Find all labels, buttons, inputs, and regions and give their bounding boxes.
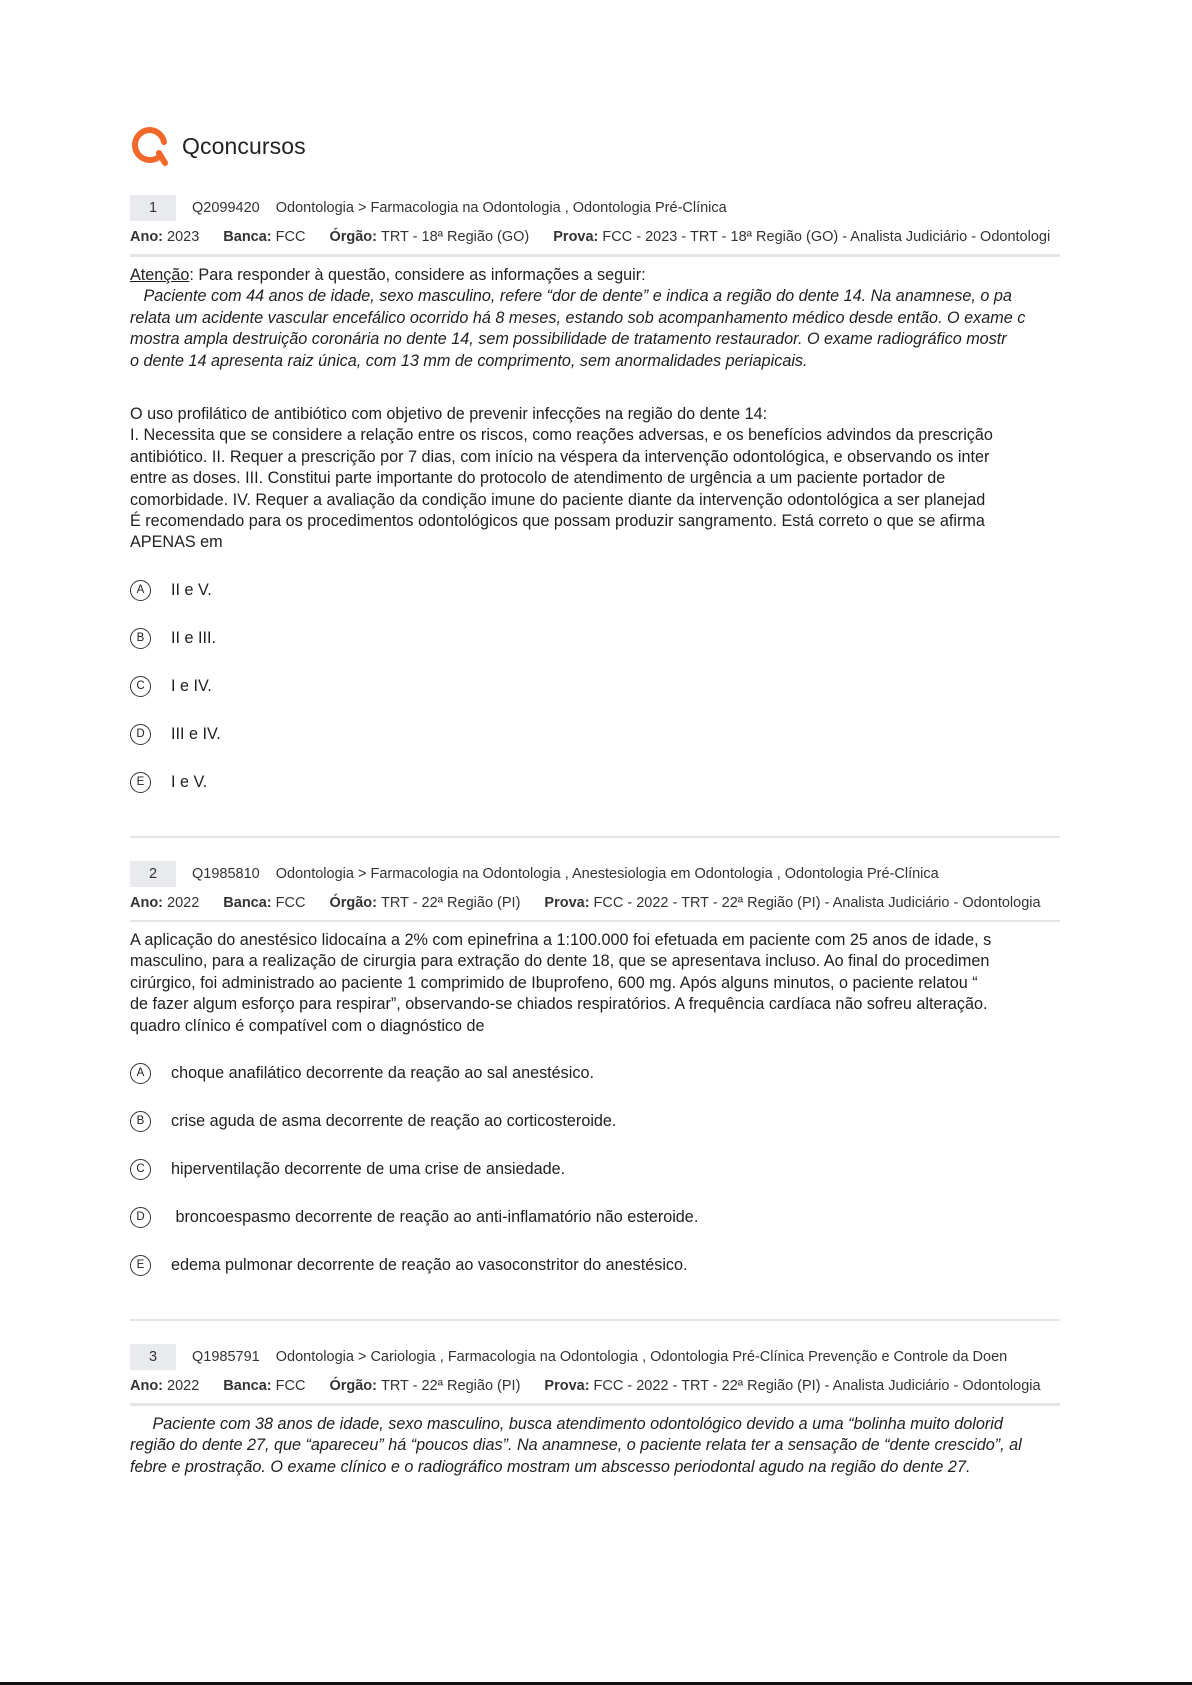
- option-text: III e IV.: [171, 724, 221, 743]
- context-line: região do dente 27, que “apareceu” há “poucos dias”. Na anamnese, o paciente relata ter a sensação de “dente crescido”, al: [130, 1436, 1022, 1455]
- ano-value: 2022: [167, 1378, 200, 1394]
- context-line: mostra ampla destruição coronária no dente 14, sem possibilidade de tratamento restaurador. O exame radiográfico mostr: [130, 330, 1007, 349]
- orgao-value: TRT - 22ª Região (PI): [380, 1378, 521, 1394]
- question-subjects: Odontologia > Farmacologia na Odontologia , Anestesiologia em Odontologia , Odontologia Pré-Clínica: [275, 866, 939, 882]
- prova-label: Prova:: [544, 1378, 590, 1394]
- question-number: 1: [130, 195, 176, 221]
- attention-text: : Para responder à questão, considere as informações a seguir:: [189, 266, 646, 284]
- meta-divider: [130, 254, 1060, 257]
- question-2-meta: [130, 861, 1060, 922]
- option-letter-circle[interactable]: C: [130, 676, 151, 697]
- option-text: choque anafilático decorrente da reação ao sal anestésico.: [171, 1063, 594, 1082]
- statement-line: comorbidade. IV. Requer a avaliação da condição imune do paciente diante da intervenção odontológica a ser planejad: [130, 490, 986, 509]
- banca-value: FCC: [275, 229, 306, 245]
- option-text: crise aguda de asma decorrente de reação ao corticosteroide.: [171, 1111, 617, 1130]
- option-text: edema pulmonar decorrente de reação ao vasoconstritor do anestésico.: [171, 1255, 688, 1274]
- statement-line: de fazer algum esforço para respirar”, observando-se chiados respiratórios. A frequência cardíaca não sofreu alteração.: [130, 995, 988, 1014]
- option-b[interactable]: [130, 1109, 616, 1133]
- question-3-context: [130, 1414, 1052, 1478]
- option-e[interactable]: [130, 770, 207, 794]
- option-a[interactable]: [130, 578, 212, 602]
- prova-label: Prova:: [544, 895, 590, 911]
- ano-label: Ano:: [130, 1378, 164, 1394]
- qconcursos-logo-icon: [130, 126, 170, 166]
- question-subjects: Odontologia > Cariologia , Farmacologia na Odontologia , Odontologia Pré-Clínica Prevenção e Controle da Doen: [275, 1349, 1008, 1365]
- banca-value: FCC: [275, 895, 306, 911]
- option-text: broncoespasmo decorrente de reação ao anti-inflamatório não esteroide.: [171, 1207, 699, 1226]
- prova-value: FCC - 2022 - TRT - 22ª Região (PI) - Analista Judiciário - Odontologia: [593, 1378, 1041, 1394]
- prova-value: FCC - 2023 - TRT - 18ª Região (GO) - Analista Judiciário - Odontologi: [602, 229, 1051, 245]
- brand-name: Qconcursos: [182, 132, 306, 159]
- prova-label: Prova:: [553, 229, 599, 245]
- question-separator: [130, 836, 1060, 838]
- option-letter-circle[interactable]: B: [130, 628, 151, 649]
- question-1-statement: [130, 404, 1052, 554]
- option-letter-circle[interactable]: C: [130, 1159, 151, 1180]
- option-text: II e V.: [171, 580, 212, 599]
- option-c[interactable]: [130, 1157, 565, 1181]
- option-text: hiperventilação decorrente de uma crise de ansiedade.: [171, 1159, 566, 1178]
- question-1-context: [130, 265, 1052, 372]
- statement-line: APENAS em: [130, 533, 223, 552]
- ano-label: Ano:: [130, 229, 164, 245]
- question-id[interactable]: Q1985791: [192, 1349, 260, 1365]
- option-letter-circle[interactable]: A: [130, 580, 151, 601]
- banca-label: Banca:: [223, 229, 272, 245]
- prova-value: FCC - 2022 - TRT - 22ª Região (PI) - Analista Judiciário - Odontologia: [593, 895, 1041, 911]
- context-line: febre e prostração. O exame clínico e o radiográfico mostram um abscesso periodontal agudo na região do dente 27.: [130, 1457, 971, 1476]
- statement-line: É recomendado para os procedimentos odontológicos que possam produzir sangramento. Está correto o que se afirma: [130, 511, 985, 530]
- orgao-label: Órgão:: [329, 895, 377, 911]
- question-number: 2: [130, 861, 176, 887]
- option-c[interactable]: [130, 674, 212, 698]
- question-3-meta: [130, 1344, 1060, 1406]
- option-text: I e IV.: [171, 676, 212, 695]
- statement-line: I. Necessita que se considere a relação entre os riscos, como reações adversas, e os benefícios advindos da prescrição: [130, 426, 993, 445]
- question-id[interactable]: Q2099420: [192, 200, 260, 216]
- ano-value: 2022: [167, 895, 200, 911]
- meta-divider: [130, 1403, 1060, 1406]
- orgao-value: TRT - 18ª Região (GO): [380, 229, 530, 245]
- orgao-value: TRT - 22ª Região (PI): [380, 895, 521, 911]
- option-d[interactable]: [130, 722, 221, 746]
- question-subjects: Odontologia > Farmacologia na Odontologia , Odontologia Pré-Clínica: [275, 200, 727, 216]
- statement-line: quadro clínico é compatível com o diagnóstico de: [130, 1016, 485, 1035]
- option-b[interactable]: [130, 626, 216, 650]
- option-letter-circle[interactable]: D: [130, 724, 151, 745]
- statement-line: antibiótico. II. Requer a prescrição por 7 dias, com início na véspera da intervenção odontológica, e observando os inter: [130, 447, 990, 466]
- meta-divider: [130, 920, 1060, 922]
- banca-label: Banca:: [223, 895, 272, 911]
- banca-label: Banca:: [223, 1378, 272, 1394]
- context-line: Paciente com 38 anos de idade, sexo masculino, busca atendimento odontológico devido a uma “bolinha muito dolorid: [130, 1415, 1003, 1433]
- option-d[interactable]: [130, 1205, 698, 1229]
- ano-value: 2023: [167, 229, 200, 245]
- question-2-statement: [130, 930, 1052, 1037]
- option-a[interactable]: [130, 1061, 594, 1085]
- attention-label: Atenção: [130, 266, 190, 284]
- option-letter-circle[interactable]: E: [130, 1255, 151, 1276]
- orgao-label: Órgão:: [329, 229, 377, 245]
- statement-line: A aplicação do anestésico lidocaína a 2% com epinefrina a 1:100.000 foi efetuada em paciente com 25 anos de idade, s: [130, 931, 992, 949]
- context-line: relata um acidente vascular encefálico ocorrido há 8 meses, estando sob acompanhamento médico desde então. O exame c: [130, 308, 1026, 327]
- question-1-meta: [130, 195, 1060, 257]
- orgao-label: Órgão:: [329, 1378, 377, 1394]
- question-number: 3: [130, 1344, 176, 1370]
- statement-line: entre as doses. III. Constitui parte importante do protocolo de atendimento de urgência a um paciente portador de: [130, 469, 946, 488]
- context-line: o dente 14 apresenta raiz única, com 13 mm de comprimento, sem anormalidades periapicais.: [130, 351, 808, 370]
- banca-value: FCC: [275, 1378, 306, 1394]
- option-text: I e V.: [171, 772, 208, 791]
- option-e[interactable]: [130, 1253, 688, 1277]
- option-letter-circle[interactable]: A: [130, 1063, 151, 1084]
- statement-line: cirúrgico, foi administrado ao paciente 1 comprimido de Ibuprofeno, 600 mg. Após alguns minutos, o paciente relatou “: [130, 973, 978, 992]
- option-letter-circle[interactable]: B: [130, 1111, 151, 1132]
- option-text: II e III.: [171, 628, 216, 647]
- ano-label: Ano:: [130, 895, 164, 911]
- statement-line: O uso profilático de antibiótico com objetivo de prevenir infecções na região do dente 14:: [130, 405, 768, 423]
- question-separator: [130, 1319, 1060, 1321]
- question-id[interactable]: Q1985810: [192, 866, 260, 882]
- option-letter-circle[interactable]: E: [130, 772, 151, 793]
- statement-line: masculino, para a realização de cirurgia para extração do dente 18, que se apresentava incluso. Ao final do procedimen: [130, 952, 990, 971]
- header: [130, 124, 306, 168]
- context-line: Paciente com 44 anos de idade, sexo masculino, refere “dor de dente” e indica a região do dente 14. Na anamnese, o pa: [130, 287, 1012, 306]
- option-letter-circle[interactable]: D: [130, 1207, 151, 1228]
